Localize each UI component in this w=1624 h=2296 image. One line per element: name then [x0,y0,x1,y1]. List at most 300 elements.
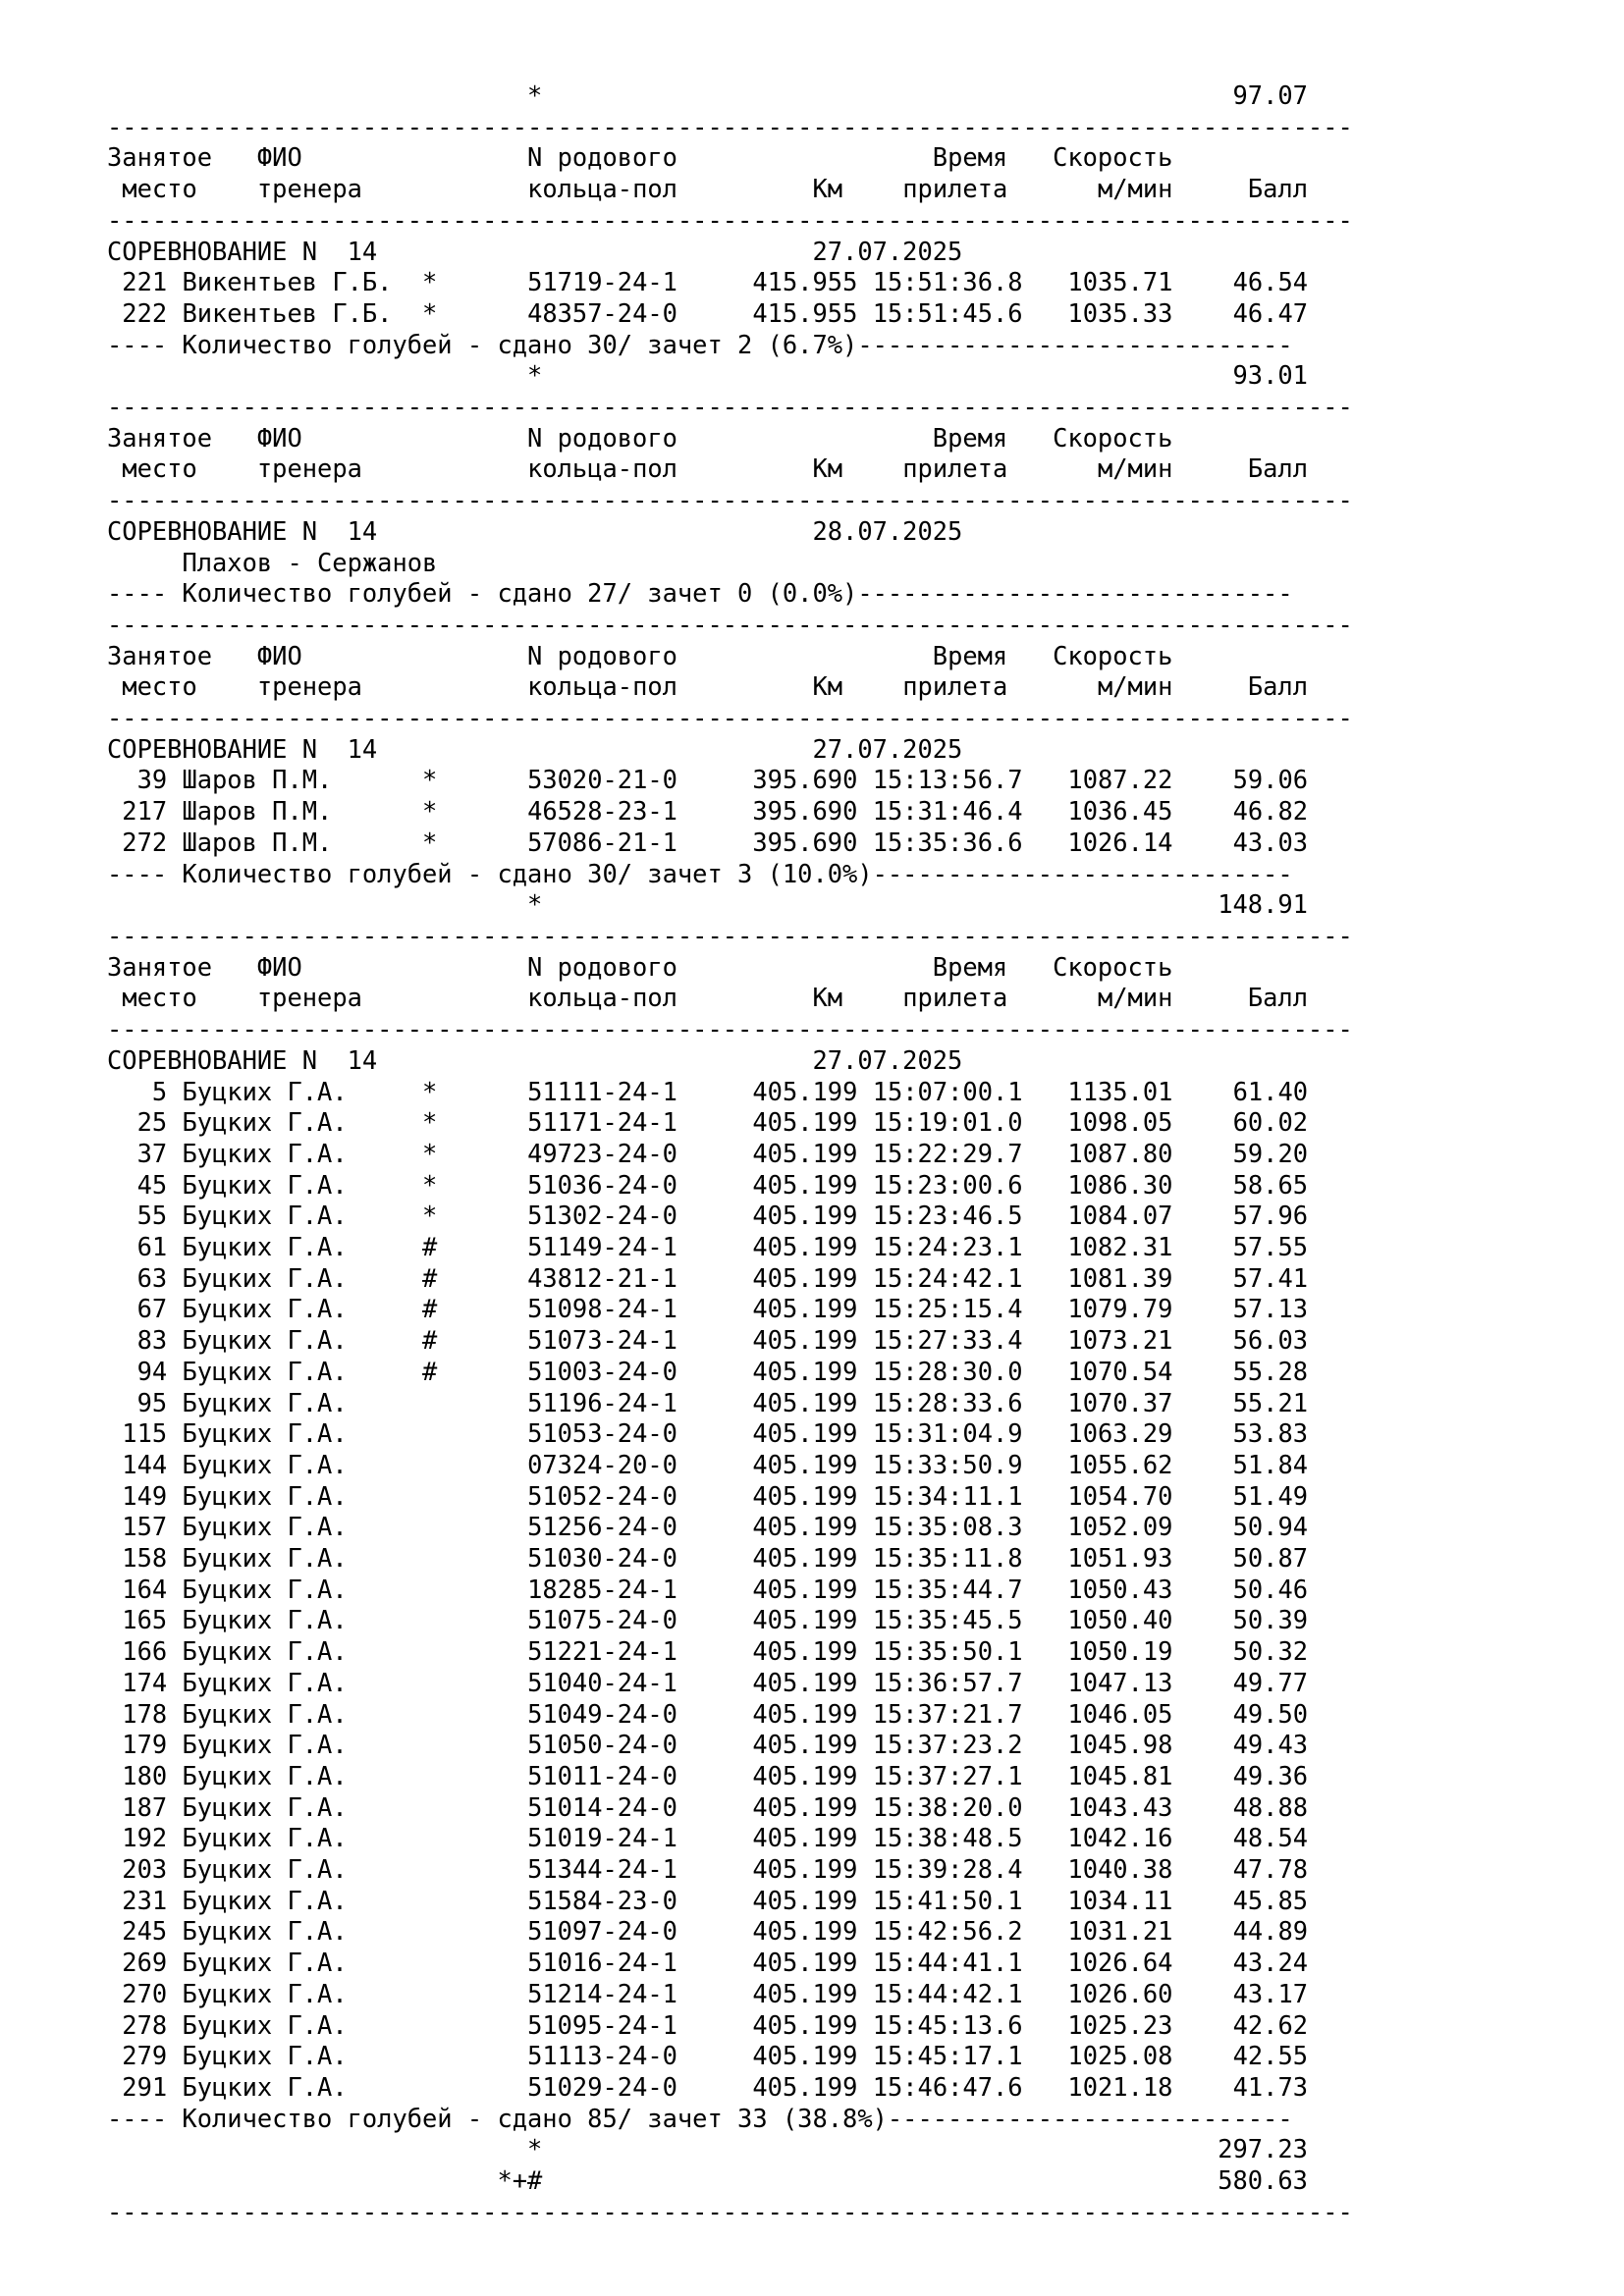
points-cell: 49.36 [1203,1760,1309,1790]
separator-line: ----------------------------------------------------------------------------------- [107,609,1353,639]
ring-cell: 49723-24-0 [527,1138,677,1168]
trainer-cell: Буцких Г.А. [182,1730,393,1760]
points-cell: 43.17 [1203,1978,1309,2008]
ring-cell: 51098-24-1 [527,1294,677,1324]
marker-cell [422,1886,437,1915]
result-row [107,765,1353,796]
speed-cell: 1026.60 [1037,1978,1173,2008]
marker-cell [422,1450,437,1479]
total-line [107,2134,1353,2165]
points-cell: 57.96 [1203,1201,1309,1231]
result-row [107,1823,1353,1854]
trainer-cell: Буцких Г.А. [182,1480,393,1511]
trainer-cell: Буцких Г.А. [182,1823,393,1853]
km-cell: 395.690 [752,827,858,857]
place-cell: 95 [107,1387,168,1417]
total-line [107,360,1353,392]
km-cell: 405.199 [752,1730,858,1760]
points-cell: 41.73 [1203,2072,1309,2102]
trainer-cell: Буцких Г.А. [182,1294,393,1324]
speed-cell: 1051.93 [1037,1543,1173,1574]
header-place: место [122,454,197,484]
time-cell: 15:35:45.5 [872,1605,1023,1635]
speed-cell: 1034.11 [1037,1885,1173,1915]
place-cell: 115 [107,1418,168,1449]
marker-cell [422,1543,437,1573]
total-line [107,889,1353,921]
place-cell: 187 [107,1791,168,1822]
marker-cell [422,2041,437,2070]
marker-cell: * [422,1107,438,1138]
result-row [107,1294,1353,1325]
ring-cell: 51050-24-0 [527,1730,677,1760]
marker-cell [422,1730,437,1759]
points-cell: 49.50 [1203,1698,1309,1729]
result-row [107,1170,1353,1201]
ring-cell: 51003-24-0 [527,1356,677,1386]
points-cell: 57.55 [1203,1232,1309,1262]
marker-cell: * [422,827,438,857]
trainer-cell: Буцких Г.А. [182,1356,393,1386]
points-cell: 46.54 [1203,267,1309,297]
trainer-cell: Шаров П.М. [182,827,393,857]
separator-line: ----------------------------------------------------------------------------------- [107,920,1353,950]
result-row [107,1481,1353,1513]
summary-text: ---- Количество голубей - сдано 30/ зачет 3 (10.0%)---------------------------- [107,858,1293,888]
speed-cell: 1073.21 [1037,1325,1173,1356]
points-cell: 50.94 [1203,1512,1309,1542]
place-cell: 83 [107,1325,168,1356]
speed-cell: 1035.71 [1037,267,1173,297]
header-points: Балл [1247,671,1309,702]
trainer-cell: Буцких Г.А. [182,1760,393,1790]
speed-cell: 1026.14 [1037,827,1173,857]
header-time: Время [932,142,1008,173]
ring-cell: 51149-24-1 [527,1232,677,1262]
time-cell: 15:24:23.1 [872,1232,1023,1262]
header-ring-number: N родового [527,951,677,982]
header-points: Балл [1247,983,1309,1013]
km-cell: 405.199 [752,1138,858,1168]
place-cell: 39 [107,765,168,795]
place-cell: 180 [107,1760,168,1790]
speed-cell: 1036.45 [1037,796,1173,827]
trainer-cell: Буцких Г.А. [182,1667,393,1697]
km-cell: 405.199 [752,2072,858,2102]
place-cell: 231 [107,1885,168,1915]
place-cell: 94 [107,1356,168,1386]
marker-cell [422,1761,437,1790]
time-cell: 15:34:11.1 [872,1480,1023,1511]
marker-cell [422,1854,437,1884]
stars-marker: * [527,80,543,110]
ring-cell: 51040-24-1 [527,1667,677,1697]
header-time: Время [932,422,1008,453]
speed-cell: 1135.01 [1037,1076,1173,1106]
result-row [107,1325,1353,1357]
pigeon-count-summary-line [107,2104,1353,2135]
points-cell: 48.54 [1203,1823,1309,1853]
total-line [107,2165,1353,2197]
header-ring-number: N родового [527,142,677,173]
trainer-cell: Буцких Г.А. [182,1138,393,1168]
time-cell: 15:35:08.3 [872,1512,1023,1542]
speed-cell: 1050.43 [1037,1574,1173,1604]
speed-cell: 1050.19 [1037,1636,1173,1667]
place-cell: 149 [107,1480,168,1511]
marker-cell [422,1388,437,1417]
points-cell: 47.78 [1203,1854,1309,1885]
ring-cell: 51095-24-1 [527,2009,677,2040]
points-cell: 49.77 [1203,1667,1309,1697]
marker-cell: * [422,1138,438,1168]
total-points: 93.01 [1232,360,1308,391]
header-fio: ФИО [256,951,302,982]
points-cell: 55.28 [1203,1356,1309,1386]
marker-cell: # [422,1356,438,1386]
time-cell: 15:36:57.7 [872,1667,1023,1697]
ring-cell: 51029-24-0 [527,2072,677,2102]
header-speed: Скорость [1053,422,1173,453]
result-row [107,298,1353,330]
km-cell: 395.690 [752,765,858,795]
column-header-line-1 [107,142,1353,174]
place-cell: 55 [107,1201,168,1231]
speed-cell: 1082.31 [1037,1232,1173,1262]
time-cell: 15:39:28.4 [872,1854,1023,1885]
result-row [107,2010,1353,2042]
marker-cell [422,1605,437,1634]
speed-cell: 1045.81 [1037,1760,1173,1790]
marker-cell: * [422,796,438,827]
result-row [107,1512,1353,1543]
result-row [107,796,1353,828]
trainer-cell: Буцких Г.А. [182,1325,393,1356]
competition-header-line [107,734,1353,766]
trainer-cell: Буцких Г.А. [182,2041,393,2071]
competition-header-line [107,237,1353,268]
place-cell: 291 [107,2072,168,2102]
ring-cell: 51019-24-1 [527,1823,677,1853]
place-cell: 157 [107,1512,168,1542]
speed-cell: 1063.29 [1037,1418,1173,1449]
total-points: 97.07 [1232,80,1308,110]
trainer-cell: Буцких Г.А. [182,1169,393,1200]
time-cell: 15:38:48.5 [872,1823,1023,1853]
header-occupied: Занятое [107,142,213,173]
time-cell: 15:22:29.7 [872,1138,1023,1168]
place-cell: 270 [107,1978,168,2008]
time-cell: 15:24:42.1 [872,1262,1023,1293]
time-cell: 15:46:47.6 [872,2072,1023,2102]
time-cell: 15:23:46.5 [872,1201,1023,1231]
separator-line: ----------------------------------------------------------------------------------- [107,204,1353,235]
header-m-per-min: м/мин [1097,983,1173,1013]
header-occupied: Занятое [107,422,213,453]
time-cell: 15:23:00.6 [872,1169,1023,1200]
speed-cell: 1098.05 [1037,1107,1173,1138]
time-cell: 15:45:13.6 [872,2009,1023,2040]
points-cell: 51.84 [1203,1449,1309,1479]
result-row [107,1636,1353,1668]
header-km: Км [812,983,843,1013]
points-cell: 59.20 [1203,1138,1309,1168]
points-cell: 50.39 [1203,1605,1309,1635]
place-cell: 67 [107,1294,168,1324]
trainer-cell: Буцких Г.А. [182,1854,393,1885]
points-cell: 43.03 [1203,827,1309,857]
marker-cell: * [422,1201,438,1231]
trainer-cell: Буцких Г.А. [182,1262,393,1293]
speed-cell: 1087.22 [1037,765,1173,795]
points-cell: 59.06 [1203,765,1309,795]
trainer-cell: Буцких Г.А. [182,1948,393,1978]
header-m-per-min: м/мин [1097,454,1173,484]
km-cell: 405.199 [752,1978,858,2008]
time-cell: 15:35:50.1 [872,1636,1023,1667]
result-row [107,1605,1353,1636]
stars-marker: *+# [497,2165,543,2196]
time-cell: 15:33:50.9 [872,1449,1023,1479]
trainer-cell: Буцких Г.А. [182,1698,393,1729]
place-cell: 272 [107,827,168,857]
header-ring-sex: кольца-пол [527,983,677,1013]
header-occupied: Занятое [107,640,213,670]
column-header-line-2 [107,983,1353,1014]
result-row [107,1418,1353,1450]
place-cell: 192 [107,1823,168,1853]
trainer-cell: Буцких Г.А. [182,1574,393,1604]
km-cell: 405.199 [752,1294,858,1324]
km-cell: 405.199 [752,1823,858,1853]
trainer-cell: Буцких Г.А. [182,1512,393,1542]
speed-cell: 1047.13 [1037,1667,1173,1697]
column-header-line-2 [107,454,1353,485]
speed-cell: 1042.16 [1037,1823,1173,1853]
separator-line: ----------------------------------------------------------------------------------- [107,111,1353,141]
marker-cell [422,1916,437,1946]
separator-line: ----------------------------------------------------------------------------------- [107,2196,1353,2226]
marker-cell: # [422,1294,438,1324]
place-cell: 245 [107,1916,168,1947]
points-cell: 55.21 [1203,1387,1309,1417]
header-fio: ФИО [256,142,302,173]
ring-cell: 51719-24-1 [527,267,677,297]
trainer-cell: Буцких Г.А. [182,1605,393,1635]
time-cell: 15:41:50.1 [872,1885,1023,1915]
team-names: Плахов - Сержанов [182,547,438,577]
km-cell: 405.199 [752,1512,858,1542]
points-cell: 46.47 [1203,297,1309,328]
total-line [107,80,1353,112]
speed-cell: 1052.09 [1037,1512,1173,1542]
points-cell: 57.41 [1203,1262,1309,1293]
trainer-cell: Буцких Г.А. [182,1449,393,1479]
place-cell: 178 [107,1698,168,1729]
ring-cell: 51113-24-0 [527,2041,677,2071]
separator-line: ----------------------------------------------------------------------------------- [107,485,1353,515]
header-trainer: тренера [256,174,362,204]
speed-cell: 1055.62 [1037,1449,1173,1479]
km-cell: 405.199 [752,1201,858,1231]
header-ring-number: N родового [527,640,677,670]
marker-cell: # [422,1325,438,1356]
km-cell: 405.199 [752,1605,858,1635]
speed-cell: 1070.54 [1037,1356,1173,1386]
total-points: 580.63 [1218,2165,1308,2196]
place-cell: 174 [107,1667,168,1697]
marker-cell: # [422,1262,438,1293]
ring-cell: 48357-24-0 [527,297,677,328]
place-cell: 144 [107,1449,168,1479]
km-cell: 405.199 [752,1449,858,1479]
header-km: Км [812,454,843,484]
stars-marker: * [527,360,543,391]
pigeon-count-summary-line [107,578,1353,610]
km-cell: 405.199 [752,1760,858,1790]
header-occupied: Занятое [107,951,213,982]
place-cell: 61 [107,1232,168,1262]
km-cell: 405.199 [752,1854,858,1885]
time-cell: 15:37:27.1 [872,1760,1023,1790]
km-cell: 405.199 [752,1916,858,1947]
time-cell: 15:31:04.9 [872,1418,1023,1449]
ring-cell: 51073-24-1 [527,1325,677,1356]
result-row [107,1730,1353,1761]
speed-cell: 1087.80 [1037,1138,1173,1168]
points-cell: 60.02 [1203,1107,1309,1138]
points-cell: 50.32 [1203,1636,1309,1667]
header-speed: Скорость [1053,640,1173,670]
total-points: 297.23 [1218,2134,1308,2164]
header-time: Время [932,640,1008,670]
time-cell: 15:42:56.2 [872,1916,1023,1947]
place-cell: 37 [107,1138,168,1168]
ring-cell: 51052-24-0 [527,1480,677,1511]
points-cell: 56.03 [1203,1325,1309,1356]
trainer-cell: Шаров П.М. [182,796,393,827]
place-cell: 63 [107,1262,168,1293]
total-points: 148.91 [1218,889,1308,920]
trainer-cell: Викентьев Г.Б. [182,297,393,328]
header-km: Км [812,671,843,702]
ring-cell: 51030-24-0 [527,1543,677,1574]
header-place: место [122,983,197,1013]
place-cell: 203 [107,1854,168,1885]
km-cell: 405.199 [752,1232,858,1262]
competition-title: СОРЕВНОВАНИЕ N 14 [107,733,378,764]
place-cell: 278 [107,2009,168,2040]
pigeon-count-summary-line [107,859,1353,890]
time-cell: 15:45:17.1 [872,2041,1023,2071]
time-cell: 15:37:21.7 [872,1698,1023,1729]
result-row [107,1668,1353,1699]
km-cell: 405.199 [752,1791,858,1822]
place-cell: 165 [107,1605,168,1635]
time-cell: 15:25:15.4 [872,1294,1023,1324]
separator-line: ----------------------------------------------------------------------------------- [107,392,1353,422]
km-cell: 405.199 [752,1574,858,1604]
result-row [107,1077,1353,1108]
km-cell: 405.199 [752,1169,858,1200]
points-cell: 61.40 [1203,1076,1309,1106]
speed-cell: 1025.23 [1037,2009,1173,2040]
ring-cell: 51053-24-0 [527,1418,677,1449]
header-m-per-min: м/мин [1097,174,1173,204]
place-cell: 158 [107,1543,168,1574]
km-cell: 415.955 [752,267,858,297]
speed-cell: 1086.30 [1037,1169,1173,1200]
header-m-per-min: м/мин [1097,671,1173,702]
speed-cell: 1021.18 [1037,2072,1173,2102]
time-cell: 15:31:46.4 [872,796,1023,827]
header-km: Км [812,174,843,204]
trainer-cell: Буцких Г.А. [182,1232,393,1262]
marker-cell: * [422,1169,438,1200]
marker-cell: * [422,765,438,795]
time-cell: 15:44:42.1 [872,1978,1023,2008]
speed-cell: 1045.98 [1037,1730,1173,1760]
summary-text: ---- Количество голубей - сдано 85/ зачет 33 (38.8%)--------------------------- [107,2103,1293,2133]
trainer-cell: Буцких Г.А. [182,1201,393,1231]
points-cell: 57.13 [1203,1294,1309,1324]
place-cell: 45 [107,1169,168,1200]
ring-cell: 46528-23-1 [527,796,677,827]
ring-cell: 51111-24-1 [527,1076,677,1106]
result-row [107,1107,1353,1139]
trainer-cell: Буцких Г.А. [182,1543,393,1574]
result-row [107,1263,1353,1295]
speed-cell: 1026.64 [1037,1948,1173,1978]
ring-cell: 43812-21-1 [527,1262,677,1293]
summary-text: ---- Количество голубей - сдано 27/ зачет 0 (0.0%)----------------------------- [107,578,1293,609]
column-header-line-2 [107,671,1353,703]
km-cell: 405.199 [752,1107,858,1138]
column-header-line-1 [107,423,1353,454]
competition-date: 27.07.2025 [812,733,963,764]
ring-cell: 51171-24-1 [527,1107,677,1138]
place-cell: 222 [107,297,168,328]
marker-cell [422,1792,437,1822]
marker-cell [422,1481,437,1511]
result-row [107,1979,1353,2010]
trainer-cell: Буцких Г.А. [182,2072,393,2102]
marker-cell [422,1575,437,1604]
points-cell: 58.65 [1203,1169,1309,1200]
km-cell: 405.199 [752,1356,858,1386]
pigeon-count-summary-line [107,330,1353,361]
ring-cell: 51344-24-1 [527,1854,677,1885]
points-cell: 50.46 [1203,1574,1309,1604]
marker-cell [422,1699,437,1729]
competition-header-line [107,1045,1353,1077]
competition-date: 28.07.2025 [812,515,963,546]
header-place: место [122,671,197,702]
ring-cell: 18285-24-1 [527,1574,677,1604]
header-speed: Скорость [1053,142,1173,173]
place-cell: 217 [107,796,168,827]
speed-cell: 1070.37 [1037,1387,1173,1417]
marker-cell: * [422,267,438,297]
column-header-line-2 [107,174,1353,205]
ring-cell: 51097-24-0 [527,1916,677,1947]
header-ring-sex: кольца-пол [527,454,677,484]
ring-cell: 51011-24-0 [527,1760,677,1790]
ring-cell: 51075-24-0 [527,1605,677,1635]
km-cell: 405.199 [752,1698,858,1729]
speed-cell: 1046.05 [1037,1698,1173,1729]
result-row [107,828,1353,859]
